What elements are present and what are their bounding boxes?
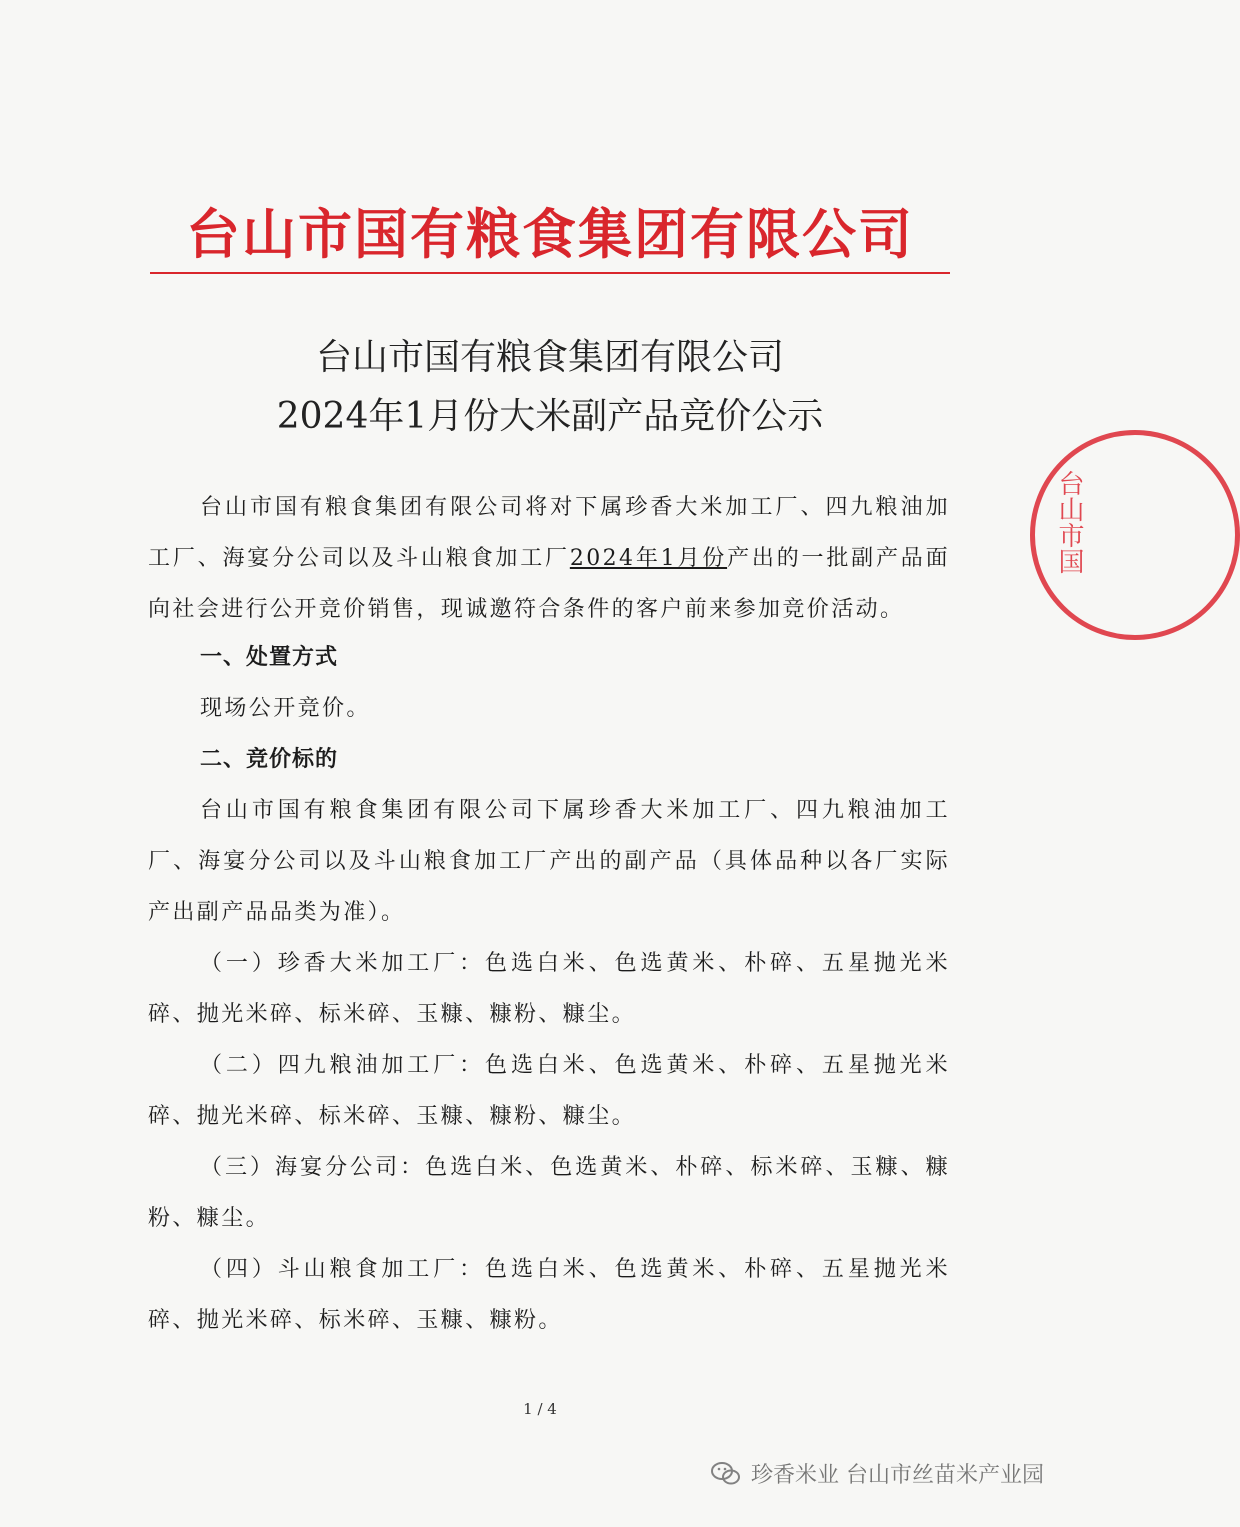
section1-body: 现场公开竞价。	[200, 696, 371, 721]
document-title-line2: 2024年1月份大米副产品竞价公示	[276, 396, 824, 437]
wechat-watermark	[711, 1458, 1044, 1489]
section2-body: 台山市国有粮食集团有限公司下属珍香大米加工厂、四九粮油加工厂、海宴分公司以及斗山粮食加工厂产出的副产品（具体品种以各厂实际产出副产品品类为准）。	[148, 798, 950, 925]
letterhead-red-rule	[150, 272, 950, 274]
intro-text-part1: 台山市国有粮食集团有限公司将对下属珍香大米加工厂、四九粮油加工厂、海宴分公司以及斗山粮食加工厂	[148, 495, 950, 571]
section1-heading: 一、处置方式	[200, 645, 339, 670]
intro-paragraph	[148, 482, 950, 635]
item-haiyan: （三）海宴分公司：色选白米、色选黄米、朴碎、标米碎、玉糠、糠粉、糠尘。	[148, 1155, 950, 1231]
wechat-icon	[711, 1461, 741, 1487]
seal-text: 台山市国	[1054, 470, 1084, 574]
item-zhenxiang: （一）珍香大米加工厂：色选白米、色选黄米、朴碎、五星抛光米碎、抛光米碎、标米碎、玉糠、糠粉、糠尘。	[148, 951, 950, 1027]
page-number: 1 / 4	[523, 1400, 557, 1418]
item-doushan: （四）斗山粮食加工厂：色选白米、色选黄米、朴碎、五星抛光米碎、抛光米碎、标米碎、玉糠、糠粉。	[148, 1257, 950, 1333]
intro-text-part2: 产出的一批副产品面向社会进行公开竞价销售，现诚邀符合条件的客户前来参加竞价活动。	[148, 546, 950, 622]
company-letterhead-title: 台山市国有粮食集团有限公司	[186, 203, 914, 266]
section2-heading: 二、竞价标的	[200, 747, 339, 772]
document-title-line1: 台山市国有粮食集团有限公司	[315, 337, 784, 378]
item-sijiu: （二）四九粮油加工厂：色选白米、色选黄米、朴碎、五星抛光米碎、抛光米碎、标米碎、玉糠、糠粉、糠尘。	[148, 1053, 950, 1129]
watermark-text: 珍香米业 台山市丝苗米产业园	[751, 1463, 1044, 1488]
intro-date-underlined: 2024年1月份	[569, 546, 728, 571]
